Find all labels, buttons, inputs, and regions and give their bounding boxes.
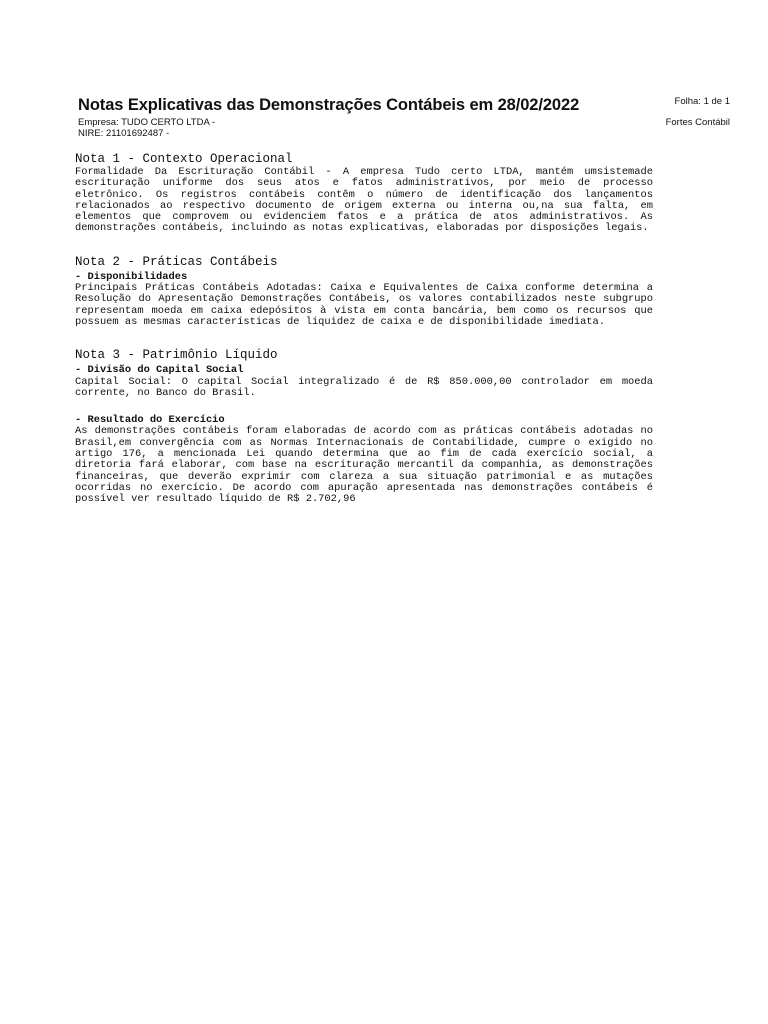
company-name: Empresa: TUDO CERTO LTDA -	[78, 117, 216, 128]
nota-3-section	[75, 348, 653, 505]
firm-name: Fortes Contábil	[665, 117, 730, 128]
disponibilidades-text: Principais Práticas Contábeis Adotadas: Caixa e Equivalentes de Caixa conforme determina a Resolução do Apresentação Demonstrações Contábeis, os valores contabilizados neste subgrupo representam moeda em caixa edepósitos à vista em conta bancária, bem como os recursos que possuem as mesmas características de liquidez de caixa e de disponibilidade imediata.	[75, 282, 653, 328]
nota-3-heading: Nota 3 - Patrimônio Líquido	[75, 348, 278, 363]
nota-1-text: Formalidade Da Escrituração Contábil - A empresa Tudo certo LTDA, mantém umsistemade escrituração uniforme dos seus atos e fatos administrativos, por meio de processo eletrônico. Os registros contábeis contêm o número de identificação dos lançamentos relacionados ao respectivo documento de origem externa ou interna ou,na sua falta, em elementos que comprovem ou evidenciem fatos e a prática de atos administrativos. As demonstrações contábeis, incluindo as notas explicativas, elaboradas por disposições legais.	[75, 166, 653, 235]
spacer	[75, 399, 653, 415]
resultado-exercicio-text: As demonstrações contábeis foram elaboradas de acordo com as práticas contábeis adotadas no Brasil,em convergência com as Normas Internacionais de Contabilidade, cumpre o exigido no artigo 176, a mencionada Lei quando determina que ao fim de cada exercício social, a diretoria fará elaborar, com base na escrituração mercantil da companhia, as demonstrações financeiras, que deverão exprimir com clareza a sua situação patrimonial e as mutações ocorridas no exercício. De acordo com apuração apresentada nas demonstrações contábeis é possível ver resultado líquido de R$ 2.702,96	[75, 425, 653, 506]
spacer	[75, 235, 653, 255]
capital-social-text: Capital Social: O capital Social integralizado é de R$ 850.000,00 controlador em moeda corrente, no Banco do Brasil.	[75, 375, 653, 399]
nire-number: NIRE: 21101692487 -	[78, 128, 170, 139]
nota-1-heading: Nota 1 - Contexto Operacional	[75, 152, 293, 166]
nota-2-section	[75, 255, 653, 328]
nota-1-section	[75, 152, 653, 235]
page-counter: Folha: 1 de 1	[674, 96, 730, 107]
capital-social-heading: - Divisão do Capital Social	[75, 364, 244, 377]
spacer	[75, 328, 653, 348]
document-title: Notas Explicativas das Demonstrações Contábeis em 28/02/2022	[78, 96, 580, 114]
nota-2-heading: Nota 2 - Práticas Contábeis	[75, 254, 278, 269]
disponibilidades-heading: - Disponibilidades	[75, 270, 188, 283]
notes-body	[75, 152, 653, 506]
resultado-exercicio-heading: - Resultado do Exercício	[75, 414, 225, 427]
